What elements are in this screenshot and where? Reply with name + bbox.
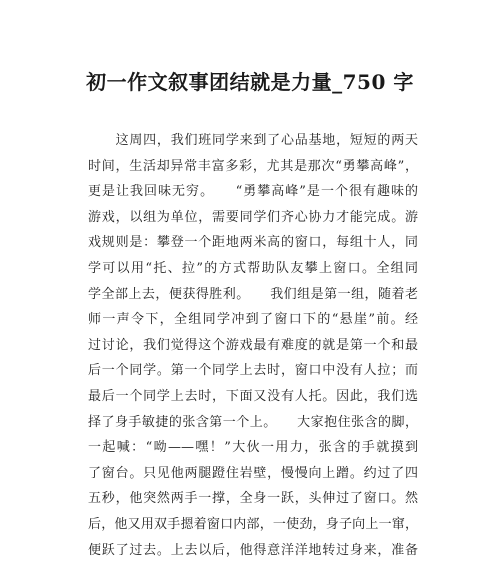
paragraph-line: 后一个同学。第一个同学上去时，窗口中没有人拉；而 [88, 363, 418, 379]
paragraph-line: 后，他又用双手摁着窗口内部，一使劲，身子向上一窜， [88, 516, 418, 532]
paragraph-line: 更是让我回味无穷。 “勇攀高峰”是一个很有趣味的 [88, 184, 418, 200]
paragraph-line: 戏规则是：攀登一个距地两米高的窗口，每组十人，同 [88, 235, 418, 251]
paragraph-line: 游戏，以组为单位，需要同学们齐心协力才能完成。游 [88, 209, 418, 225]
paragraph-line: 最后一个同学上去时，下面又没有人托。因此，我们选 [88, 388, 418, 404]
paragraph-line: 学全部上去，便获得胜利。 我们组是第一组，随着老 [88, 286, 418, 302]
paragraph-line: 这周四，我们班同学来到了心品基地，短短的两天 [88, 133, 418, 148]
article-title: 初一作文叙事团结就是力量_750 字 [86, 70, 414, 94]
paragraph-line: 师一声令下，全组同学冲到了窗口下的“悬崖”前。经 [88, 312, 418, 328]
paragraph-line: 了窗台。只见他两腿蹬住岩壁，慢慢向上蹭。约过了四 [88, 465, 418, 481]
paragraph-line: 五秒，他突然两手一撑，全身一跃，头伸过了窗口。然 [88, 491, 418, 507]
article-body [88, 128, 418, 563]
paragraph-line: 学可以用“托、拉”的方式帮助队友攀上窗口。全组同 [88, 260, 418, 276]
paragraph-line: 便跃了过去。上去以后，他得意洋洋地转过身来，准备 [88, 542, 418, 558]
paragraph-line: 过讨论，我们觉得这个游戏最有难度的就是第一个和最 [88, 337, 418, 353]
paragraph-line: 时间，生活却异常丰富多彩，尤其是那次“勇攀高峰”， [88, 158, 418, 174]
paragraph-line: 一起喊：“呦——嘿！”大伙一用力，张含的手就摸到 [88, 440, 418, 456]
paragraph-line: 择了身手敏捷的张含第一个上。 大家抱住张含的脚， [88, 414, 418, 430]
